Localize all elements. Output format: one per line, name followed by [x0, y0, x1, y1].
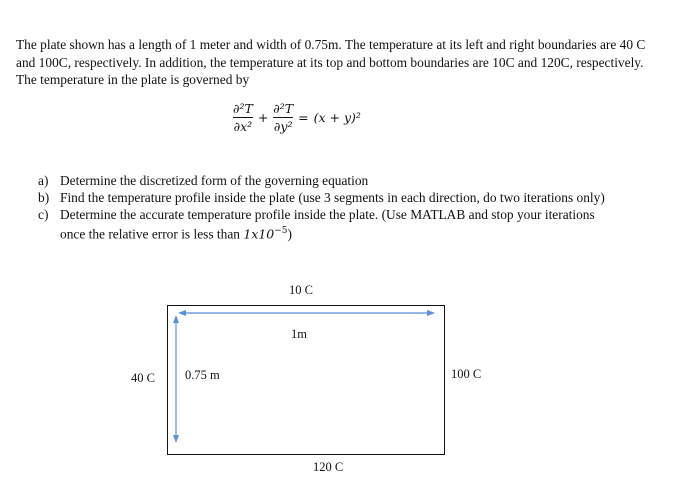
part-text-before: Determine the accurate temperature profile inside the plate. (Use MATLAB and stop your iterations once the relative error is less than: [60, 207, 595, 242]
fraction-denominator: ∂x²: [233, 118, 253, 134]
bottom-boundary-label: 120 C: [313, 460, 344, 474]
width-label: 0.75 m: [185, 368, 220, 382]
plus-sign: +: [257, 109, 269, 125]
fraction-denominator: ∂y²: [273, 118, 293, 134]
problem-intro: The plate shown has a length of 1 meter and width of 0.75m. The temperature at its left and right boundaries are 40 C and 100C, respectively. In addition, the temperature at its top and bottom boundaries are 10C and 120C, respectively. The temperature in the plate is governed by: [16, 37, 646, 87]
width-arrow-head-bottom: [173, 435, 179, 443]
equation-rhs: (x + y)²: [313, 109, 361, 125]
fraction-numerator: ∂²T: [273, 100, 294, 116]
length-label: 1m: [291, 327, 307, 341]
tolerance-value: 1x10: [243, 226, 275, 242]
length-arrow-head-left: [178, 310, 186, 316]
tolerance-exponent: −5: [274, 226, 288, 236]
part-text: Find the temperature profile inside the plate (use 3 segments in each direction, do two iterations only): [60, 190, 605, 205]
equals-sign: =: [298, 109, 309, 125]
length-arrow-head-right: [427, 310, 435, 316]
left-boundary-label: 40 C: [131, 371, 155, 385]
part-label: a): [38, 173, 49, 188]
part-label: c): [38, 207, 49, 222]
width-arrow-head-top: [173, 315, 179, 323]
right-boundary-label: 100 C: [451, 367, 482, 381]
part-label: b): [38, 190, 50, 205]
top-boundary-label: 10 C: [289, 283, 313, 297]
part-text: Determine the discretized form of the governing equation: [60, 173, 369, 188]
fraction-numerator: ∂²T: [233, 100, 253, 116]
part-text-after: ): [287, 226, 292, 242]
